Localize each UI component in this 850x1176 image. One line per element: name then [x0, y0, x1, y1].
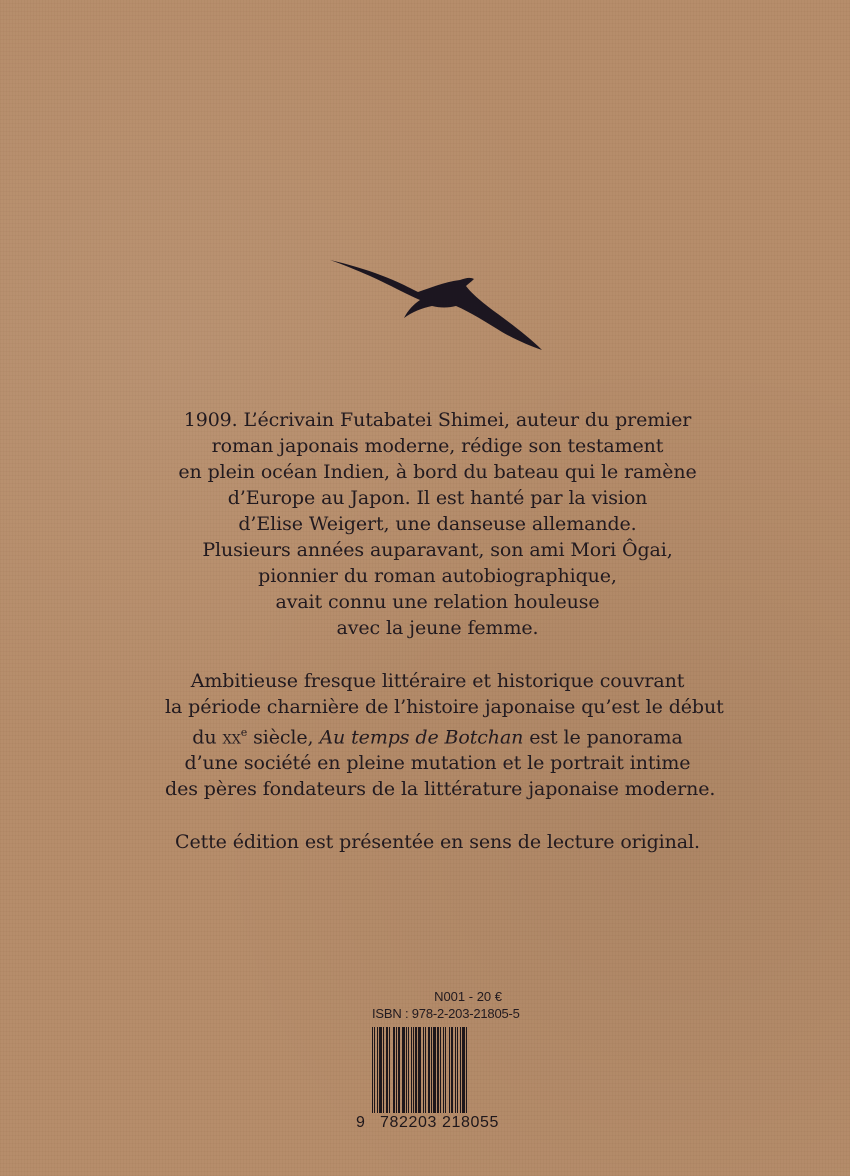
price-and-isbn — [370, 988, 540, 1022]
synopsis-line: pionnier du roman autobiographique, — [258, 565, 617, 587]
synopsis-line: d’Elise Weigert, une danseuse allemande. — [238, 513, 637, 535]
synopsis-line: des pères fondateurs de la littérature japonaise moderne. — [165, 778, 716, 801]
synopsis-line: d’une société en pleine mutation et le portrait intime — [184, 752, 691, 775]
barcode-bars — [372, 1027, 523, 1113]
synopsis-paragraph-3 — [165, 829, 710, 855]
barcode — [340, 1027, 540, 1137]
synopsis-line: 1909. L’écrivain Futabatei Shimei, auteur du premier — [183, 409, 692, 431]
price-label: N001 - 20 € — [434, 989, 502, 1004]
barcode-number: 782203 218055 — [380, 1114, 500, 1131]
synopsis-line: roman japonais moderne, rédige son testament — [211, 435, 664, 457]
synopsis-line: Plusieurs années auparavant, son ami Mori Ôgai, — [202, 539, 673, 561]
text-fragment: est le panorama — [523, 726, 683, 749]
barcode-gap — [467, 1027, 468, 1113]
synopsis-line: la période charnière de l’histoire japonaise qu’est le début — [165, 696, 724, 718]
text-fragment: siècle, — [247, 726, 320, 749]
century-suffix: e — [240, 726, 248, 739]
bird-silhouette-icon — [326, 252, 546, 356]
synopsis-text — [165, 407, 724, 855]
synopsis-line: d’Europe au Japon. Il est hanté par la vision — [227, 487, 648, 509]
synopsis-paragraph-1 — [165, 407, 710, 641]
text-fragment: du — [192, 726, 223, 749]
synopsis-line: en plein océan Indien, à bord du bateau qui le ramène — [178, 461, 697, 483]
synopsis-line: Ambitieuse fresque littéraire et historique couvrant — [190, 670, 685, 692]
isbn-label: ISBN : 978-2-203-21805-5 — [372, 1006, 520, 1021]
book-title: Au temps de Botchan — [319, 726, 524, 749]
synopsis-line-with-title — [165, 720, 710, 750]
synopsis-line: avec la jeune femme. — [336, 617, 539, 639]
synopsis-paragraph-2 — [165, 668, 724, 802]
century-numeral: xx — [222, 726, 241, 749]
barcode-first-digit: 9 — [356, 1114, 366, 1131]
reading-direction-note: Cette édition est présentée en sens de lecture original. — [175, 831, 700, 854]
synopsis-line: avait connu une relation houleuse — [275, 591, 600, 613]
